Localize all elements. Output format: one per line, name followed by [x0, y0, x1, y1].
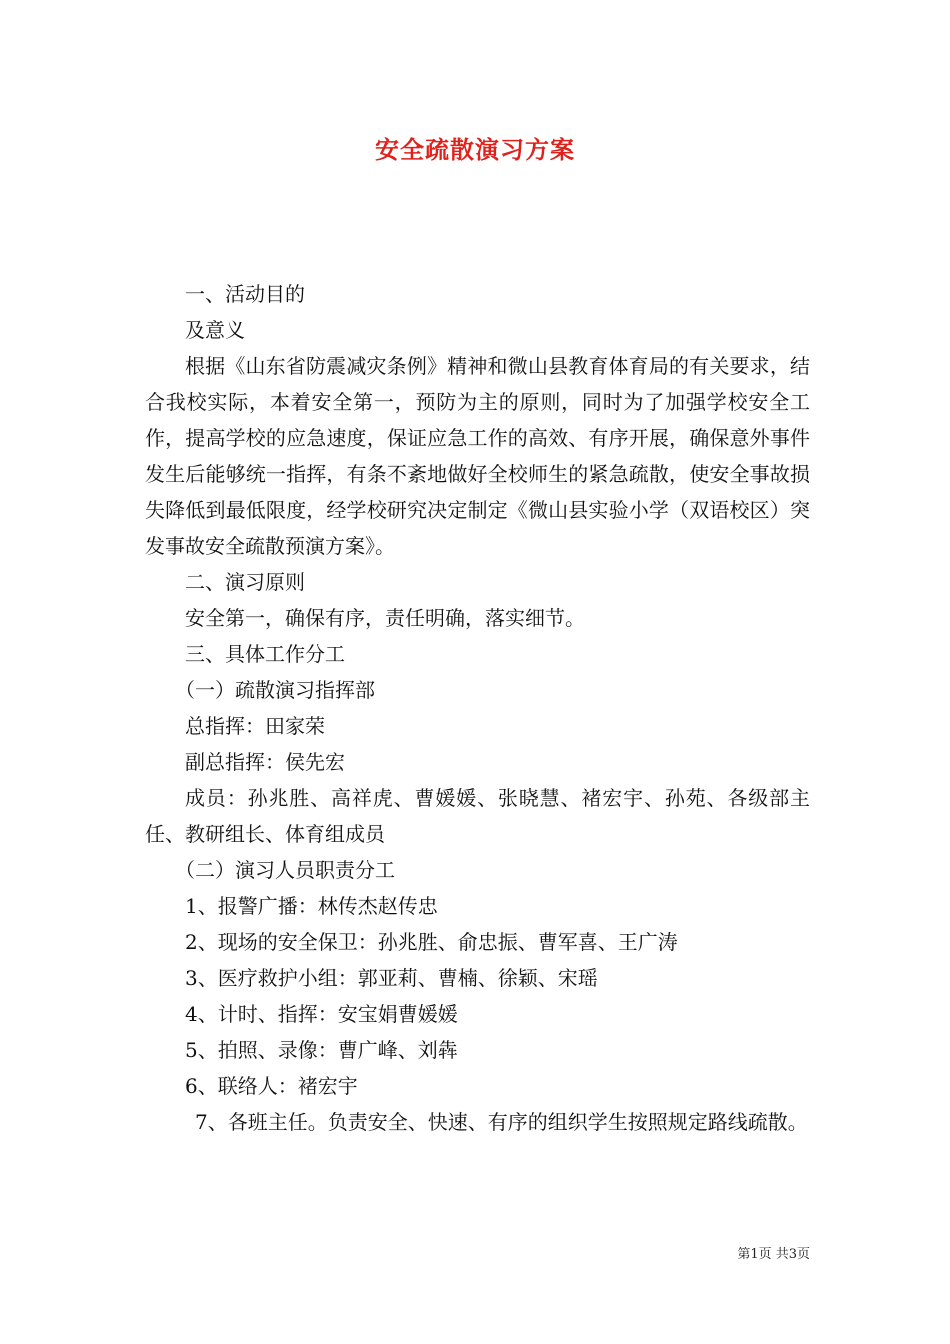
list-item-commander: 总指挥：田家荣 [185, 714, 325, 738]
document-title: 安全疏散演习方案 [375, 135, 575, 164]
list-item-duty-1: 1、报警广播：林传杰赵传忠 [185, 894, 438, 918]
subsection-heading-command: （一）疏散演习指挥部 [175, 678, 375, 702]
document-body [145, 276, 810, 1140]
list-item-duty-4: 4、计时、指挥：安宝娟曹媛媛 [185, 1002, 458, 1026]
list-item-members: 成员：孙兆胜、高祥虎、曹媛媛、张晓慧、褚宏宇、孙苑、各级部主任、教研组长、体育组成员 [145, 786, 810, 846]
paragraph-purpose: 根据《山东省防震减灾条例》精神和微山县教育体育局的有关要求，结合我校实际，本着安全第一，预防为主的原则，同时为了加强学校安全工作，提高学校的应急速度，保证应急工作的高效、有序开展，确保意外事件发生后能够统一指挥，有条不紊地做好全校师生的紧急疏散，使安全事故损失降低到最低限度，经学校研究决定制定《微山县实验小学（双语校区）突发事故安全疏散预演方案》。 [145, 354, 810, 558]
list-item-duty-2: 2、现场的安全保卫：孙兆胜、俞忠振、曹军喜、王广涛 [185, 930, 678, 954]
section-heading-principle: 二、演习原则 [185, 570, 305, 594]
section-heading-division: 三、具体工作分工 [185, 642, 345, 666]
page-number-footer: 第1页 共3页 [737, 1247, 810, 1262]
paragraph-principle: 安全第一，确保有序，责任明确，落实细节。 [185, 606, 585, 630]
section-heading-purpose-cont: 及意义 [185, 318, 245, 342]
list-item-duty-6: 6、联络人：褚宏宇 [185, 1074, 358, 1098]
section-heading-purpose: 一、活动目的 [185, 282, 305, 306]
list-item-duty-5: 5、拍照、录像：曹广峰、刘犇 [185, 1038, 458, 1062]
list-item-vice-commander: 副总指挥：侯先宏 [185, 750, 345, 774]
subsection-heading-duties: （二）演习人员职责分工 [175, 858, 395, 882]
list-item-duty-3: 3、医疗救护小组：郭亚莉、曹楠、徐颖、宋瑶 [185, 966, 598, 990]
list-item-duty-7: 7、各班主任。负责安全、快速、有序的组织学生按照规定路线疏散。 [195, 1110, 808, 1134]
